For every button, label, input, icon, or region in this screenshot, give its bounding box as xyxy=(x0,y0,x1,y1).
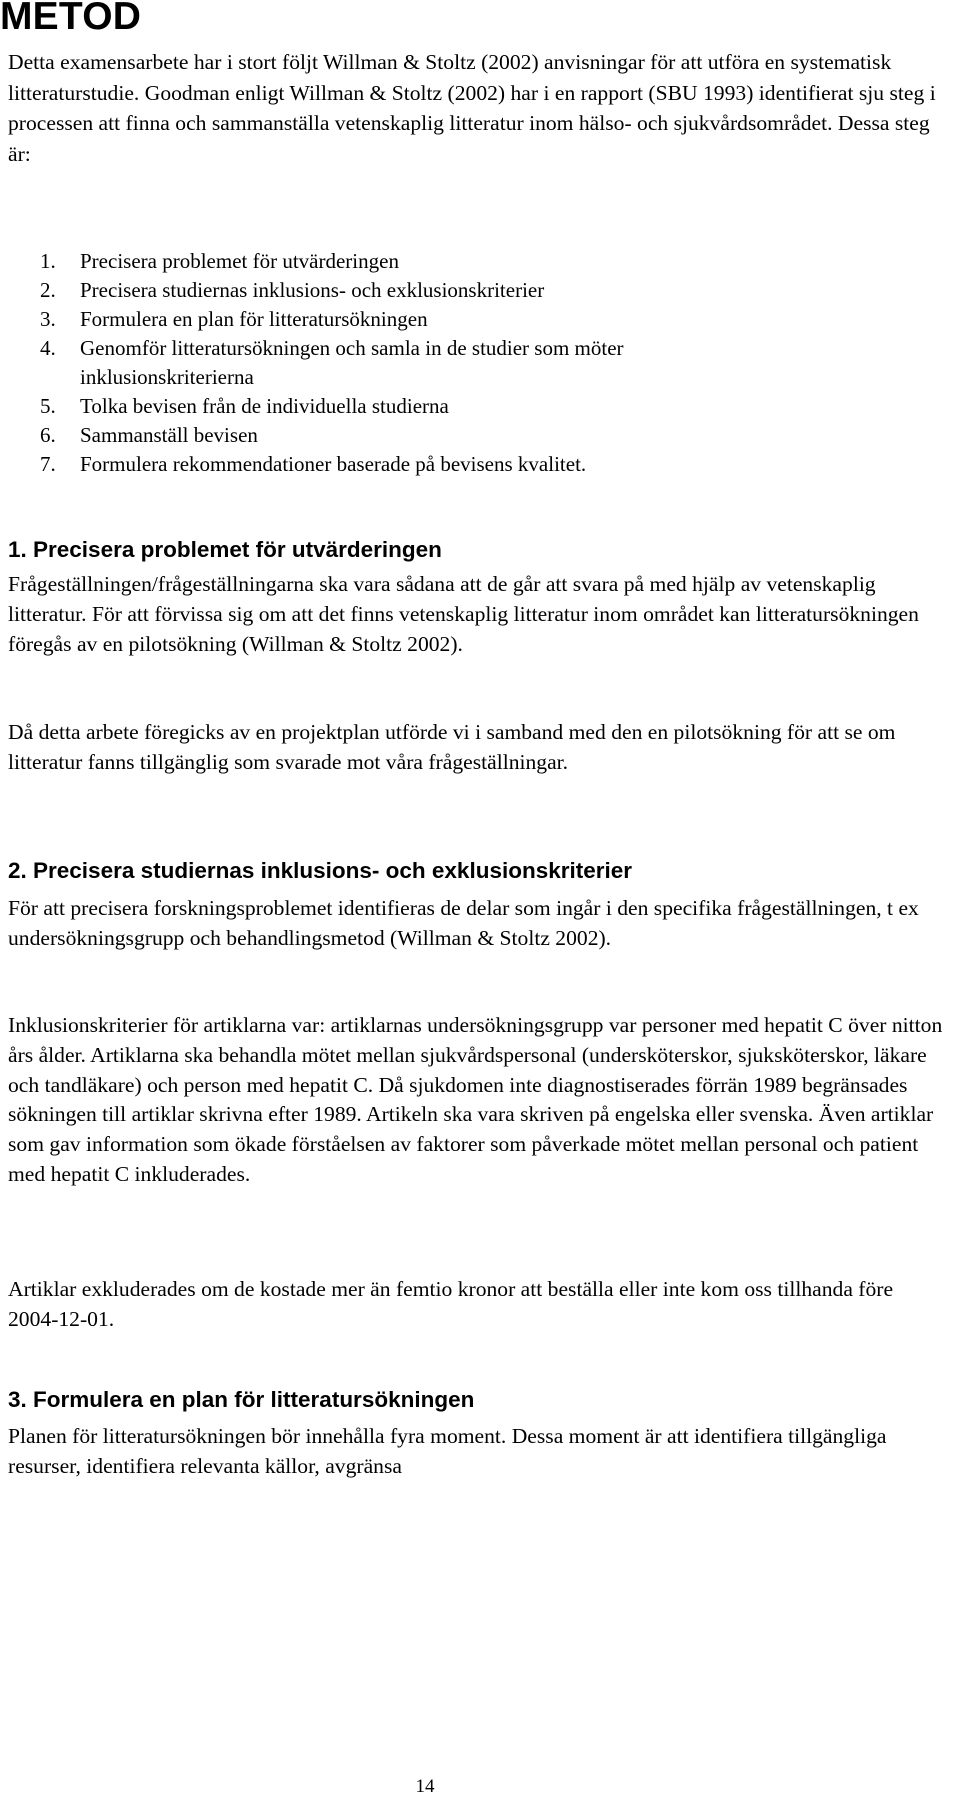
list-item xyxy=(40,305,940,334)
list-item xyxy=(40,334,940,392)
step-number: 1. xyxy=(40,249,56,273)
list-item xyxy=(40,276,940,305)
step-number: 7. xyxy=(40,452,56,476)
step-text: Sammanställ bevisen xyxy=(80,423,258,447)
step-number: 5. xyxy=(40,394,56,418)
intro-paragraph: Detta examensarbete har i stort följt Willman & Stoltz (2002) anvisningar för att utföra en systematisk litteraturstudie. Goodman enligt Willman & Stoltz (2002) har i en rapport (SBU 1993) identifierat sju steg i processen att finna och sammanställa vetenskaplig litteratur inom hälso- och sjukvårdsområdet. Dessa steg är: xyxy=(8,50,936,166)
page-title: METOD xyxy=(0,0,142,38)
step-number: 4. xyxy=(40,336,56,360)
step-text: Formulera rekommendationer baserade på bevisens kvalitet. xyxy=(80,452,587,476)
page-number: 14 xyxy=(415,1776,435,1797)
list-item xyxy=(40,247,940,276)
section-1-paragraph-1: Frågeställningen/frågeställningarna ska vara sådana att de går att svara på med hjälp av vetenskaplig litteratur. För att förvissa sig om att det finns vetenskaplig litteratur inom området kan litteratursökningen föregås av en pilotsökning (Willman & Stoltz 2002). xyxy=(8,572,919,656)
section-2-paragraph-2: Inklusionskriterier för artiklarna var: artiklarnas undersökningsgrupp var personer med hepatit C över nitton års ålder. Artiklarna ska behandla mötet mellan sjukvårdspersonal (undersköterskor, sjuksköterskor, läkare och tandläkare) och person med hepatit C. Då sjukdomen inte diagnostiserades förrän 1989 begränsades sökningen till artiklar skrivna efter 1989. Artikeln ska vara skriven på engelska eller svenska. Även artiklar som gav information som ökade förståelsen av faktorer som påverkade mötet mellan personal och patient med hepatit C inkluderades. xyxy=(8,1013,943,1186)
step-text: Formulera en plan för litteratursökningen xyxy=(80,307,428,331)
step-number: 2. xyxy=(40,278,56,302)
section-2-paragraph-3: Artiklar exkluderades om de kostade mer än femtio kronor att beställa eller inte kom oss tillhanda före 2004-12-01. xyxy=(8,1277,894,1331)
section-2-heading: 2. Precisera studiernas inklusions- och exklusionskriterier xyxy=(8,858,633,883)
step-text: Precisera studiernas inklusions- och exklusionskriterier xyxy=(80,278,545,302)
steps-list xyxy=(40,247,940,479)
list-item xyxy=(40,421,940,450)
step-number: 6. xyxy=(40,423,56,447)
section-3-paragraph-1: Planen för litteratursökningen bör innehålla fyra moment. Dessa moment är att identifiera tillgängliga resurser, identifiera relevanta källor, avgränsa xyxy=(8,1424,887,1478)
step-number: 3. xyxy=(40,307,56,331)
section-1-paragraph-2: Då detta arbete föregicks av en projektplan utförde vi i samband med den en pilotsökning för att se om litteratur fanns tillgänglig som svarade mot våra frågeställningar. xyxy=(8,720,896,774)
step-text: Genomför litteratursökningen och samla in de studier som möter inklusionskriterierna xyxy=(80,336,624,389)
list-item xyxy=(40,450,940,479)
section-1-heading: 1. Precisera problemet för utvärderingen xyxy=(8,537,442,562)
step-text: Precisera problemet för utvärderingen xyxy=(80,249,399,273)
list-item xyxy=(40,392,940,421)
section-2-paragraph-1: För att precisera forskningsproblemet identifieras de delar som ingår i den specifika frågeställningen, t ex undersökningsgrupp och behandlingsmetod (Willman & Stoltz 2002). xyxy=(8,896,919,950)
step-text: Tolka bevisen från de individuella studierna xyxy=(80,394,449,418)
section-3-heading: 3. Formulera en plan för litteratursökningen xyxy=(8,1387,475,1412)
